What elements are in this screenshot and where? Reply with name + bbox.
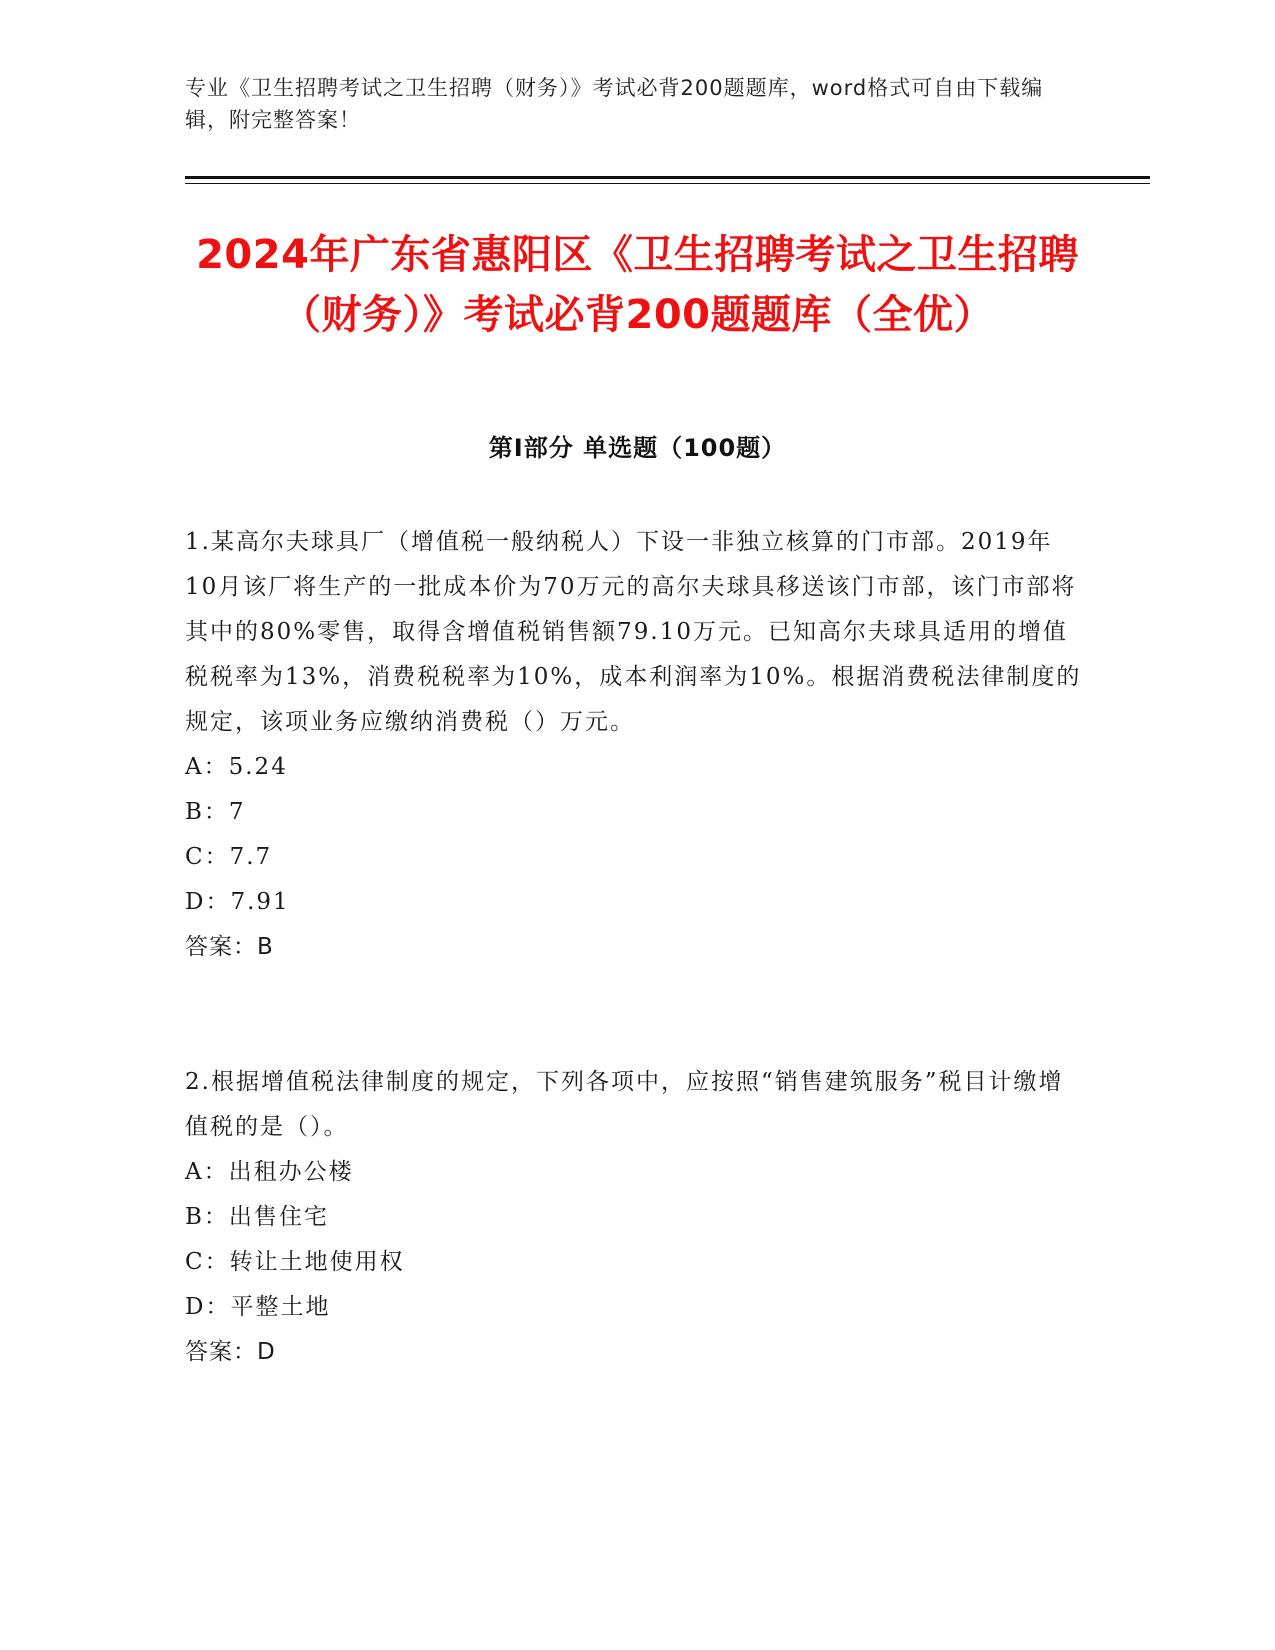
option-a: A：出租办公楼 <box>185 1159 354 1185</box>
option-b: B：出售住宅 <box>185 1204 329 1230</box>
answer-label: 答案：D <box>185 1339 276 1365</box>
question-stem: 1.某高尔夫球具厂（增值税一般纳税人）下设一非独立核算的门市部。2019年10月该厂将生产的一批成本价为70万元的高尔夫球具移送该门市部，该门市部将其中的80%零售，取得含增值税销售额79.10万元。已知高尔夫球具适用的增值税税率为13%，消费税税率为10%，成本利润率为10%。根据消费税法律制度的规定，该项业务应缴纳消费税（）万元。 <box>185 529 1082 735</box>
option-c: C：7.7 <box>185 844 273 870</box>
question-1 <box>185 520 1085 970</box>
header-divider-thick <box>185 176 1150 179</box>
option-c: C：转让土地使用权 <box>185 1249 405 1275</box>
header-divider-thin <box>185 183 1150 184</box>
option-b: B：7 <box>185 799 246 825</box>
section-title: 第I部分 单选题（100题） <box>488 434 787 462</box>
question-2 <box>185 1060 1085 1375</box>
document-title: 2024年广东省惠阳区《卫生招聘考试之卫生招聘（财务）》考试必背200题题库（全优） <box>196 232 1079 338</box>
header-note: 专业《卫生招聘考试之卫生招聘（财务）》考试必背200题题库，word格式可自由下载编辑，附完整答案！ <box>185 76 1044 132</box>
question-stem: 2.根据增值税法律制度的规定，下列各项中，应按照“销售建筑服务”税目计缴增值税的是（）。 <box>185 1069 1064 1140</box>
answer-label: 答案：B <box>185 934 274 960</box>
option-d: D：7.91 <box>185 889 290 915</box>
option-a: A：5.24 <box>185 754 288 780</box>
option-d: D：平整土地 <box>185 1294 331 1320</box>
